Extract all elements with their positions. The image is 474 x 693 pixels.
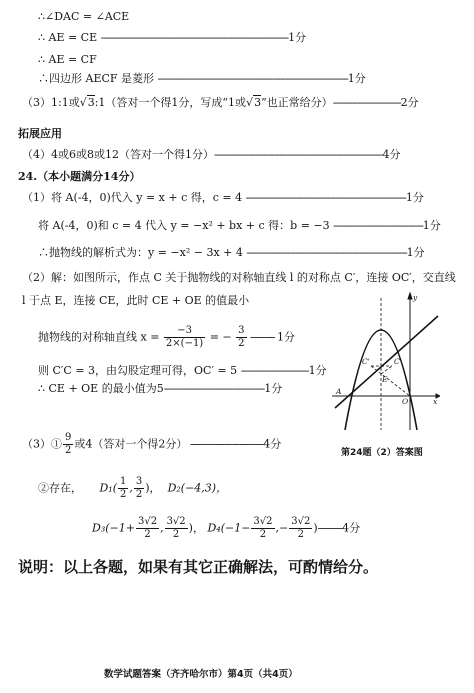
q24-pythagoras: 则 C′C = 3，由勾股定理可得，OC′ = 5 -------------------------1分 — [38, 364, 327, 377]
label-y: y — [413, 293, 418, 302]
q24-part3-2-d1-d2: ②存在， D₁( $\frac{1}{2}$ , $\frac{3}{2}$ )， D₂(−4,3)， — [38, 476, 228, 500]
q24-part2-intro-cont: l 于点 E，连接 CE，此时 CE + OE 的值最小 — [22, 294, 250, 307]
segment-ce — [381, 366, 392, 374]
step-angle-equal: ∴∠DAC = ∠ACE — [38, 10, 130, 23]
q24-part2-intro: （2）解：如图所示，作点 C 关于抛物线的对称轴直线 l 的对称点 C′，连接 OC′，交直线 — [22, 271, 456, 284]
step-ae-cf: ∴ AE = CF — [38, 53, 97, 66]
part-3-ratio: （3）1:1或√3:1（答对一个得1分，写成“1或√3”也正常给分）-------------------------2分 — [22, 96, 419, 109]
section-heading: 拓展应用 — [18, 127, 62, 140]
label-c: C — [394, 357, 400, 366]
line-ac — [335, 316, 438, 408]
label-e: E — [382, 375, 388, 384]
q24-axis-of-symmetry: 抛物线的对称轴直线 x = $\frac{-3}{2\times(-1)}$ = − $\frac{3}{2}$ --------- 1分 — [38, 325, 295, 349]
step-ae-ce: ∴ AE = CE ---------------------------------------------------------------------1分 — [38, 31, 307, 44]
label-x: x — [433, 397, 438, 406]
q24-part1-b: 将 A(-4，0)和 c = 4 代入 y = −x² + bx + c 得：b = −3 ---------------------------------1分 — [38, 219, 441, 232]
figure-caption: 第24题（2）答案图 — [341, 448, 423, 458]
parabola-answer-figure — [332, 290, 440, 430]
page-footer: 数学试题答案（齐齐哈尔市）第4页（共4页） — [104, 669, 298, 680]
label-cprime: C' — [362, 357, 370, 366]
part-4: （4）4或6或8或12（答对一个得1分）--------------------------------------------------------------4分 — [22, 148, 401, 161]
label-a: A — [336, 387, 342, 396]
label-o: O — [402, 397, 409, 406]
q24-part3-2-d3-d4: D₃(−1+ $\frac{3√2}{2}$ , $\frac{3√2}{2}$ )， D₄(−1− $\frac{3√2}{2}$ ,− $\frac{3√2}{2}$ )---------4分 — [92, 516, 361, 540]
q24-part1-c: （1）将 A(-4，0)代入 y = x + c 得，c = 4 -----------------------------------------------------------1分 — [22, 191, 424, 204]
y-axis-arrow — [408, 293, 412, 299]
q24-min-value: ∴ CE + OE 的最小值为5-------------------------------------1分 — [38, 382, 283, 395]
step-rhombus: ∴四边形 AECF 是菱形 ----------------------------------------------------------------------1分 — [38, 72, 366, 85]
q24-part1-expression: ∴抛物线的解析式为：y = −x² − 3x + 4 -----------------------------------------------------------1分 — [38, 246, 425, 259]
q24-part3-1: （3）① $\frac{9}{2}$ 或4（答对一个得2分） ---------------------------4分 — [22, 432, 282, 456]
question-24-title: 24.（本小题满分14分） — [18, 170, 141, 183]
grading-note: 说明：以上各题，如果有其它正确解法，可酌情给分。 — [18, 558, 379, 576]
